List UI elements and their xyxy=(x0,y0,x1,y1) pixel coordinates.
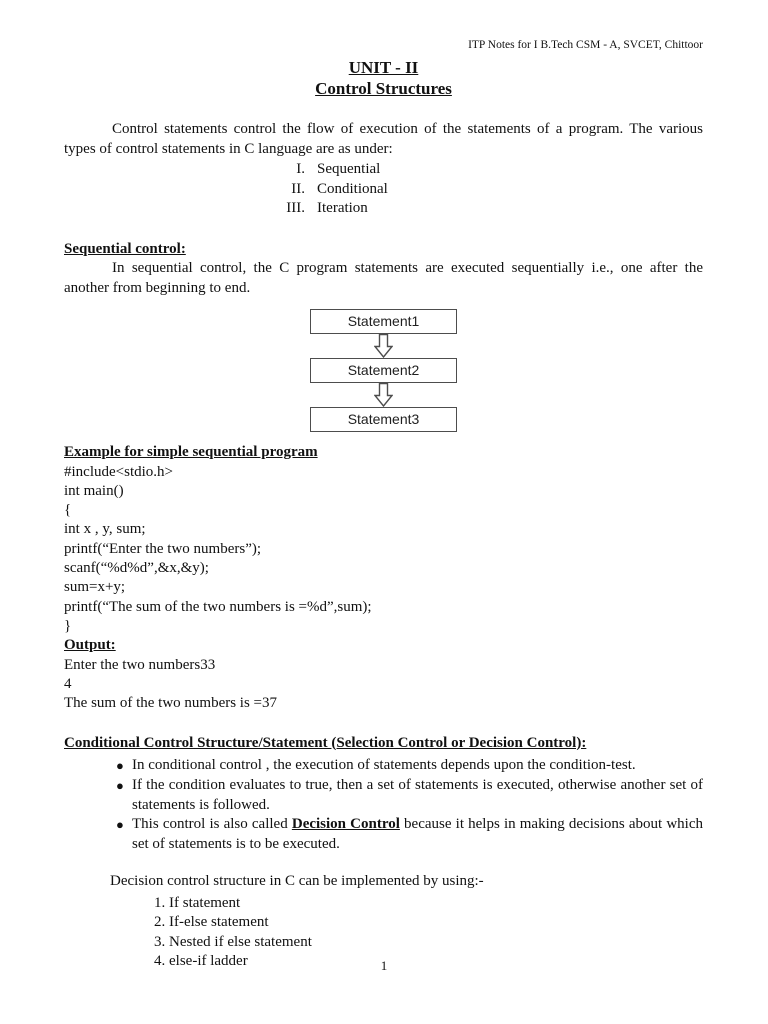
list-label: Iteration xyxy=(317,200,368,216)
bullet-text xyxy=(132,756,703,776)
code-line: printf(“Enter the two numbers”); xyxy=(64,540,262,557)
implementation-list-item: 4. else-if ladder xyxy=(154,953,248,970)
sequential-control-heading: Sequential control: xyxy=(64,240,186,257)
header-note: ITP Notes for I B.Tech CSM - A, SVCET, Chittoor xyxy=(468,39,703,51)
implementation-list-item: 2. If-else statement xyxy=(154,914,269,931)
implementation-list-item: 1. If statement xyxy=(154,894,241,911)
list-numeral: III. xyxy=(286,200,305,216)
implementation-list-item: 3. Nested if else statement xyxy=(154,933,312,950)
sequential-flow-diagram xyxy=(64,309,703,432)
conditional-bullet-list xyxy=(64,756,703,855)
sequential-paragraph: In sequential control, the C program statements are executed sequentially i.e., one after the another from beginning to end. xyxy=(64,260,703,296)
statement-box: Statement2 xyxy=(310,358,457,383)
bullet-icon: ● xyxy=(116,817,124,833)
list-numeral: I. xyxy=(296,161,305,177)
unit-title: UNIT - II xyxy=(348,58,419,77)
bullet-text-strong: Decision Control xyxy=(291,816,400,833)
list-item xyxy=(64,199,703,219)
bullet-text-before: If the condition evaluates to true, then a set of statements is executed, otherwise another set of statements is followed. xyxy=(132,776,703,813)
page-title: Control Structures xyxy=(315,79,452,98)
code-line: int x , y, sum; xyxy=(64,521,146,538)
code-line: } xyxy=(64,617,72,634)
list-item xyxy=(64,180,703,200)
bullet-text xyxy=(132,815,703,855)
list-numeral: II. xyxy=(291,180,305,197)
output-line: The sum of the two numbers is =37 xyxy=(64,695,278,712)
decision-implementation-intro: Decision control structure in C can be implemented by using:- xyxy=(110,873,484,890)
statement-box: Statement3 xyxy=(310,407,457,432)
code-line: int main() xyxy=(64,482,124,499)
statement-box: Statement1 xyxy=(310,309,457,334)
code-line: { xyxy=(64,502,72,519)
output-heading: Output: xyxy=(64,637,116,654)
down-arrow-icon xyxy=(374,334,393,358)
list-item xyxy=(64,160,703,180)
bullet-item xyxy=(64,815,703,855)
bullet-item xyxy=(64,776,703,816)
bullet-text-before: This control is also called xyxy=(132,816,292,833)
bullet-icon: ● xyxy=(116,758,124,774)
conditional-control-heading: Conditional Control Structure/Statement (Selection Control or Decision Control): xyxy=(64,734,587,751)
bullet-item xyxy=(64,756,703,776)
page-number: 1 xyxy=(380,958,388,973)
code-block xyxy=(64,463,703,637)
bullet-icon: ● xyxy=(116,777,124,793)
bullet-text-before: In conditional control , the execution of statements depends upon the condition-test. xyxy=(132,757,636,774)
bullet-text xyxy=(132,776,703,816)
code-line: printf(“The sum of the two numbers is =%d”,sum); xyxy=(64,598,372,615)
program-output xyxy=(64,656,703,714)
code-line: scanf(“%d%d”,&x,&y); xyxy=(64,559,209,576)
list-label: Conditional xyxy=(317,180,388,197)
code-line: sum=x+y; xyxy=(64,579,126,596)
control-types-list xyxy=(64,160,703,219)
example-heading: Example for simple sequential program xyxy=(64,444,318,460)
intro-paragraph: Control statements control the flow of execution of the statements of a program. The various types of control statements in C language are as under: xyxy=(64,121,703,157)
output-line: Enter the two numbers33 xyxy=(64,656,216,673)
list-label: Sequential xyxy=(317,161,381,177)
bullet-text-after: because it helps in making decisions about which set of statements is to be executed. xyxy=(132,816,704,853)
code-line: #include<stdio.h> xyxy=(64,463,173,480)
down-arrow-icon xyxy=(374,383,393,407)
output-line: 4 xyxy=(64,675,72,692)
